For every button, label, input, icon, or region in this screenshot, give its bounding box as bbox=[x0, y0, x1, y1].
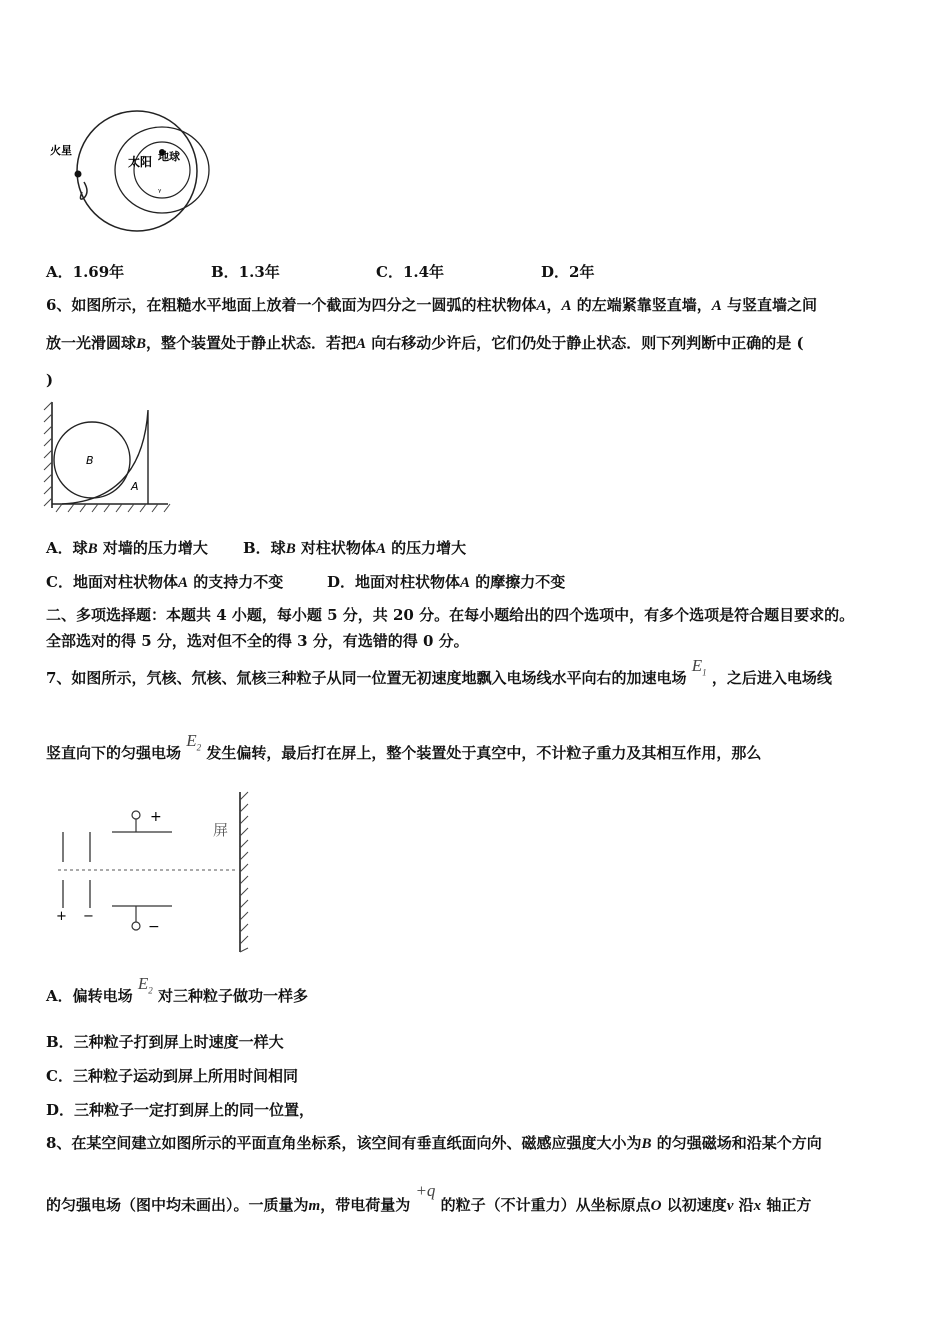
ball-wall-figure bbox=[42, 400, 174, 515]
top-terminal bbox=[132, 811, 140, 819]
accel-gap-top bbox=[60, 862, 96, 870]
label-b: B bbox=[86, 454, 94, 467]
q6-option-d[interactable]: D．地面对柱状物体A 的摩擦力不变 bbox=[327, 573, 566, 591]
e2-symbol-option: $E_2$ bbox=[137, 974, 153, 996]
q6-stem-line2: 放一光滑圆球B，整个装置处于静止状态．若把A 向右移动少许后，它们仍处于静止状态．则下列判断中正确的是 ( bbox=[46, 334, 804, 352]
top-plus: + bbox=[150, 809, 162, 825]
electric-field-figure bbox=[50, 788, 260, 958]
q6-option-c[interactable]: C．地面对柱状物体A 的支持力不变 bbox=[46, 573, 284, 591]
q7-stem-line1: 7、如图所示，氕核、氘核、氚核三种粒子从同一位置无初速度地飘入电场线水平向右的加速电场 $E_1$ ，之后进入电场线 bbox=[46, 656, 832, 687]
q5-option-b[interactable]: B．1.3年 bbox=[211, 263, 280, 281]
q7-option-b[interactable]: B．三种粒子打到屏上时速度一样大 bbox=[46, 1033, 284, 1051]
accel-minus: − bbox=[83, 909, 94, 924]
q7-option-a[interactable]: A．偏转电场 $E_2$ 对三种粒子做功一样多 bbox=[46, 974, 309, 1005]
wall-hatch bbox=[44, 402, 52, 506]
q5-option-c[interactable]: C．1.4年 bbox=[376, 263, 445, 281]
screen-label: 屏 bbox=[213, 821, 229, 839]
label-a: A bbox=[131, 480, 139, 493]
e2-symbol: $E_2$ bbox=[186, 731, 202, 753]
section2-header-line2: 全部选对的得 5 分，选对但不全的得 3 分，有选错的得 0 分。 bbox=[46, 632, 469, 650]
q6-stem-line3: ) bbox=[46, 371, 54, 389]
mars-orbit bbox=[77, 111, 197, 231]
q7-option-d[interactable]: D．三种粒子一定打到屏上的同一位置， bbox=[46, 1101, 315, 1119]
bottom-terminal bbox=[132, 922, 140, 930]
q8-stem-line2: 的匀强电场（图中均未画出）。一质量为m，带电荷量为 +q 的粒子（不计重力）从坐标原点O 以初速度v 沿x 轴正方 bbox=[46, 1181, 812, 1214]
q6-option-b[interactable]: B．球B 对柱状物体A 的压力增大 bbox=[243, 539, 467, 557]
accel-gap-bottom bbox=[60, 870, 96, 880]
earth-label: 地球 bbox=[158, 150, 180, 163]
q8-stem-line1: 8、在某空间建立如图所示的平面直角坐标系，该空间有垂直纸面向外、磁感应强度大小为B 的匀强磁场和沿某个方向 bbox=[46, 1134, 822, 1152]
q6-stem-line1: 6、如图所示，在粗糙水平地面上放着一个截面为四分之一圆弧的柱状物体A，A 的左端紧靠竖直墙，A 与竖直墙之间 bbox=[46, 296, 817, 314]
ground-hatch bbox=[56, 504, 170, 512]
q7-stem-line2: 竖直向下的匀强电场 $E_2$ 发生偏转，最后打在屏上，整个装置处于真空中，不计粒子重力及其相互作用，那么 bbox=[46, 731, 762, 762]
sun-label: 太阳 bbox=[128, 155, 153, 169]
accel-plus: + bbox=[56, 909, 67, 924]
mars-dot bbox=[75, 171, 82, 178]
section2-header-line1: 二、多项选择题：本题共 4 小题，每小题 5 分，共 20 分。在每小题给出的四个选项中，有多个选项是符合题目要求的。 bbox=[46, 606, 855, 624]
mars-label: 火星 bbox=[50, 144, 72, 157]
q6-option-a[interactable]: A．球B 对墙的压力增大 bbox=[46, 539, 208, 557]
q5-option-a[interactable]: A．1.69年 bbox=[46, 263, 125, 281]
orbit-figure bbox=[44, 100, 214, 240]
q7-option-c[interactable]: C．三种粒子运动到屏上所用时间相同 bbox=[46, 1067, 298, 1085]
q5-option-d[interactable]: D．2年 bbox=[541, 263, 595, 281]
e1-symbol: $E_1$ bbox=[691, 656, 707, 678]
ff-label: ᵧ bbox=[158, 185, 162, 195]
charge-symbol: +q bbox=[415, 1181, 436, 1200]
screen-hatch bbox=[240, 792, 248, 952]
transfer-orbit bbox=[115, 127, 209, 213]
bottom-minus: − bbox=[148, 919, 160, 935]
probe-curve bbox=[80, 182, 87, 199]
